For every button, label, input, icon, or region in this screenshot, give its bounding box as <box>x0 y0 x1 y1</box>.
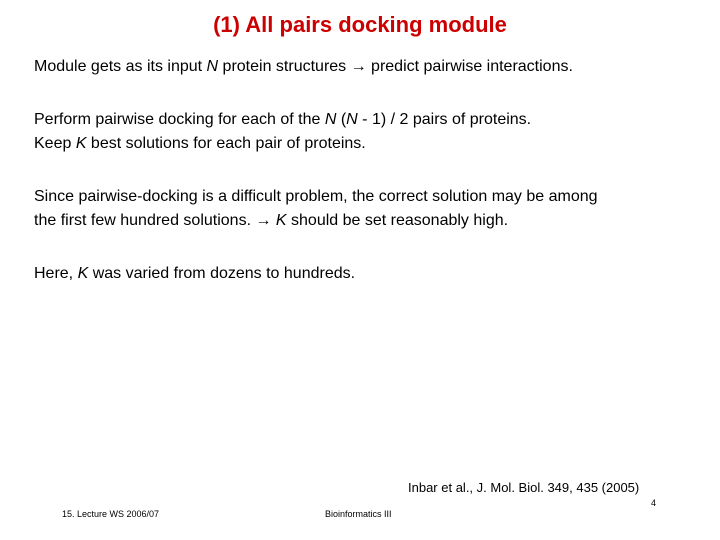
slide-title: (1) All pairs docking module <box>213 12 507 37</box>
text-run: predict pairwise interactions. <box>366 58 573 75</box>
text-run: best solutions for each pair of proteins. <box>86 135 366 152</box>
arrow-icon: → <box>255 212 272 229</box>
text-run: Module gets as its input <box>34 58 207 75</box>
var-n: N <box>206 58 219 75</box>
line <box>34 132 704 156</box>
var-k: K <box>275 212 287 229</box>
text-run: - 1) / 2 pairs of proteins. <box>357 111 532 128</box>
text-run: Perform pairwise docking for each of the <box>34 111 325 128</box>
footer-course: Bioinformatics III <box>325 509 392 519</box>
text-run: protein structures <box>218 58 351 75</box>
text-run: Here, <box>34 265 78 282</box>
var-n: N <box>346 111 358 128</box>
var-k: K <box>77 265 89 282</box>
text-run: Keep <box>34 135 76 152</box>
var-k: K <box>75 135 87 152</box>
line <box>34 209 704 233</box>
arrow-icon: → <box>350 58 367 75</box>
footer-lecture: 15. Lecture WS 2006/07 <box>62 509 160 519</box>
text-run: should be set reasonably high. <box>286 212 509 229</box>
text-run: the first few hundred solutions. <box>34 212 256 229</box>
paragraph-input <box>34 55 704 79</box>
citation: Inbar et al., J. Mol. Biol. 349, 435 (2005) <box>408 480 640 495</box>
text-run: ( <box>336 111 347 128</box>
paragraph-k-range <box>34 262 704 286</box>
line: Since pairwise-docking is a difficult problem, the correct solution may be among <box>34 188 598 205</box>
page-number: 4 <box>651 498 657 508</box>
paragraph-difficulty <box>34 185 704 233</box>
var-n: N <box>324 111 337 128</box>
line <box>34 108 704 132</box>
text-run: was varied from dozens to hundreds. <box>88 265 356 282</box>
paragraph-docking <box>34 108 704 156</box>
